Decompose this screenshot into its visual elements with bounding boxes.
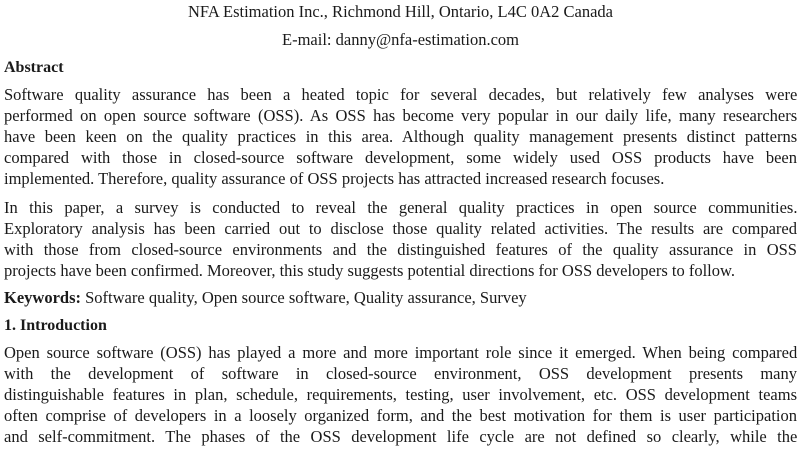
text-line: implemented. Therefore, quality assurance of OSS projects has attracted increased research focuses. — [4, 169, 665, 188]
abstract-heading: Abstract — [4, 59, 64, 76]
introduction-paragraph-1 — [4, 342, 797, 447]
text-line: and self-commitment. The phases of the OSS development life cycle are not defined so clearly, while the — [4, 427, 798, 446]
text-line: In this paper, a survey is conducted to reveal the general quality practices in open source communities. — [4, 198, 798, 217]
keywords-value: Software quality, Open source software, Quality assurance, Survey — [81, 288, 527, 307]
keywords-line — [4, 288, 527, 308]
author-email: E-mail: danny@nfa-estimation.com — [282, 30, 519, 49]
introduction-heading: 1. Introduction — [4, 317, 107, 334]
keywords-label: Keywords: — [4, 288, 81, 307]
text-line: have been keen on the quality practices in this area. Although quality management presents distinct patterns — [4, 127, 798, 146]
text-line: with the development of software in closed-source environment, OSS development presents many — [4, 364, 797, 383]
text-line: Software quality assurance has been a heated topic for several decades, but relatively few analyses were — [4, 85, 798, 104]
text-line: distinguishable features in plan, schedule, requirements, testing, user involvement, etc. OSS development teams — [4, 385, 797, 404]
text-line: with those from closed-source environments and the distinguished features of the quality assurance in OSS — [4, 240, 797, 259]
text-line: Open source software (OSS) has played a more and more important role since it emerged. When being compared — [4, 343, 798, 362]
text-line: performed on open source software (OSS). As OSS has become very popular in our daily life, many researchers — [4, 106, 798, 125]
abstract-paragraph-2 — [4, 197, 797, 281]
text-line: projects have been confirmed. Moreover, this study suggests potential directions for OSS developers to follow. — [4, 261, 735, 280]
text-line: Exploratory analysis has been carried out to disclose those quality related activities. The results are compared — [4, 219, 797, 238]
text-line: compared with those in closed-source software development, some widely used OSS products have been — [4, 148, 797, 167]
author-affiliation: NFA Estimation Inc., Richmond Hill, Ontario, L4C 0A2 Canada — [188, 2, 613, 21]
abstract-paragraph-1 — [4, 84, 797, 189]
text-line: often comprise of developers in a loosely organized form, and the best motivation for them is user participation — [4, 406, 797, 425]
